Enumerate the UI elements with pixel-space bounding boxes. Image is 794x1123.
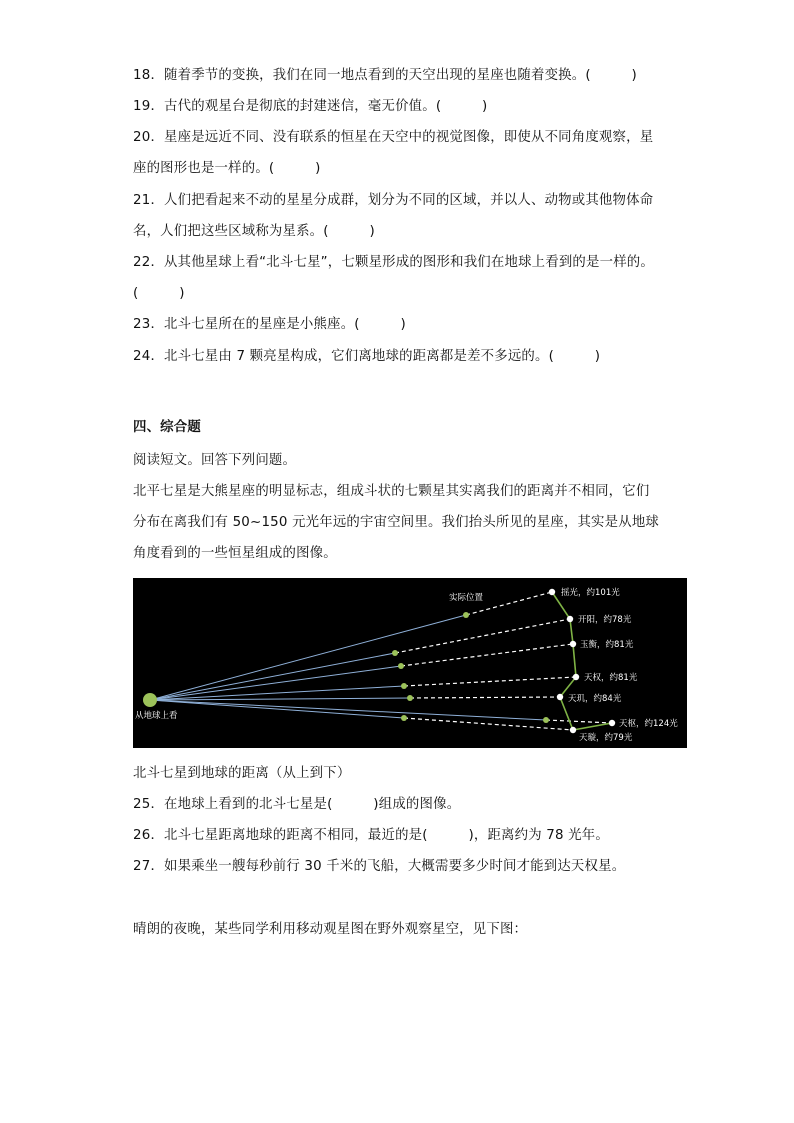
question-26: 26．北斗七星距离地球的距离不相同，最近的是( )，距离约为 78 光年。	[133, 828, 609, 843]
star-yuheng	[570, 641, 576, 647]
question-20-line-1: 20．星座是远近不同、没有联系的恒星在天空中的视觉图像，即使从不同角度观察，星	[133, 130, 654, 145]
apparent-dot-7	[401, 715, 407, 721]
sight-line-6	[150, 700, 546, 720]
star-kaiyang	[567, 616, 573, 622]
question-25: 25．在地球上看到的北斗七星是( )组成的图像。	[133, 797, 461, 812]
passage-line-3: 角度看到的一些恒星组成的图像。	[133, 546, 337, 561]
label-kaiyang: 开阳，约78光	[578, 615, 632, 625]
big-dipper-diagram	[133, 578, 687, 748]
label-yaoguang: 摇光，约101光	[561, 588, 620, 598]
section-title: 四、综合题	[133, 420, 201, 435]
label-yuheng: 玉衡，约81光	[580, 640, 634, 650]
label-tianxuan: 天璇，约79光	[579, 733, 633, 743]
apparent-dot-4	[401, 683, 407, 689]
sight-line-3	[150, 666, 401, 700]
big-dipper-figure	[133, 578, 687, 748]
question-20-line-2: 座的图形也是一样的。( )	[133, 161, 321, 176]
star-tianxuan	[570, 727, 576, 733]
dash-line-4	[404, 677, 576, 686]
dipper-outline	[552, 592, 612, 730]
question-22-line-1: 22．从其他星球上看“北斗七星”，七颗星形成的图形和我们在地球上看到的是一样的。	[133, 255, 654, 270]
label-tianji: 天玑，约84光	[568, 694, 622, 704]
passage-line-2: 分布在离我们有 50~150 元光年远的宇宙空间里。我们抬头所见的星座，其实是从地球	[133, 515, 660, 530]
star-tianquan	[573, 674, 579, 680]
actual-position-label: 实际位置	[449, 593, 484, 603]
dash-line-6	[546, 720, 612, 723]
apparent-dot-1	[463, 612, 469, 618]
apparent-dot-2	[392, 650, 398, 656]
dashed-extensions	[395, 592, 612, 730]
earth-label: 从地球上看	[135, 711, 178, 721]
star-tianshu	[609, 720, 615, 726]
actual-stars	[549, 589, 615, 733]
dash-line-5	[410, 697, 560, 698]
question-18: 18．随着季节的变换，我们在同一地点看到的天空出现的星座也随着变换。( )	[133, 68, 637, 83]
star-yaoguang	[549, 589, 555, 595]
earth-marker	[143, 693, 157, 707]
question-27: 27．如果乘坐一艘每秒前行 30 千米的飞船，大概需要多少时间才能到达天权星。	[133, 859, 626, 874]
label-tianshu: 天枢，约124光	[619, 719, 678, 729]
question-24: 24．北斗七星由 7 颗亮星构成，它们离地球的距离都是差不多远的。( )	[133, 349, 601, 364]
apparent-dot-3	[398, 663, 404, 669]
apparent-dot-6	[543, 717, 549, 723]
question-21-line-1: 21．人们把看起来不动的星星分成群，划分为不同的区域，并以人、动物或其他物体命	[133, 193, 654, 208]
dash-line-3	[401, 644, 573, 666]
passage-line-1: 北平七星是大熊星座的明显标志，组成斗状的七颗星其实离我们的距离并不相同，它们	[133, 484, 650, 499]
question-23: 23．北斗七星所在的星座是小熊座。( )	[133, 317, 406, 332]
question-22-line-2: ( )	[133, 286, 185, 301]
sight-line-7	[150, 700, 404, 718]
label-tianquan: 天权，约81光	[584, 673, 638, 683]
figure-caption: 北斗七星到地球的距离（从上到下）	[133, 766, 351, 781]
question-19: 19．古代的观星台是彻底的封建迷信，毫无价值。( )	[133, 99, 488, 114]
sight-lines	[150, 615, 546, 720]
intro-text: 阅读短文。回答下列问题。	[133, 453, 297, 468]
apparent-dot-5	[407, 695, 413, 701]
star-tianji	[557, 694, 563, 700]
sight-line-1	[150, 615, 466, 700]
closing-text: 晴朗的夜晚，某些同学利用移动观星图在野外观察星空，见下图：	[133, 922, 528, 937]
question-21-line-2: 名，人们把这些区域称为星系。( )	[133, 224, 375, 239]
